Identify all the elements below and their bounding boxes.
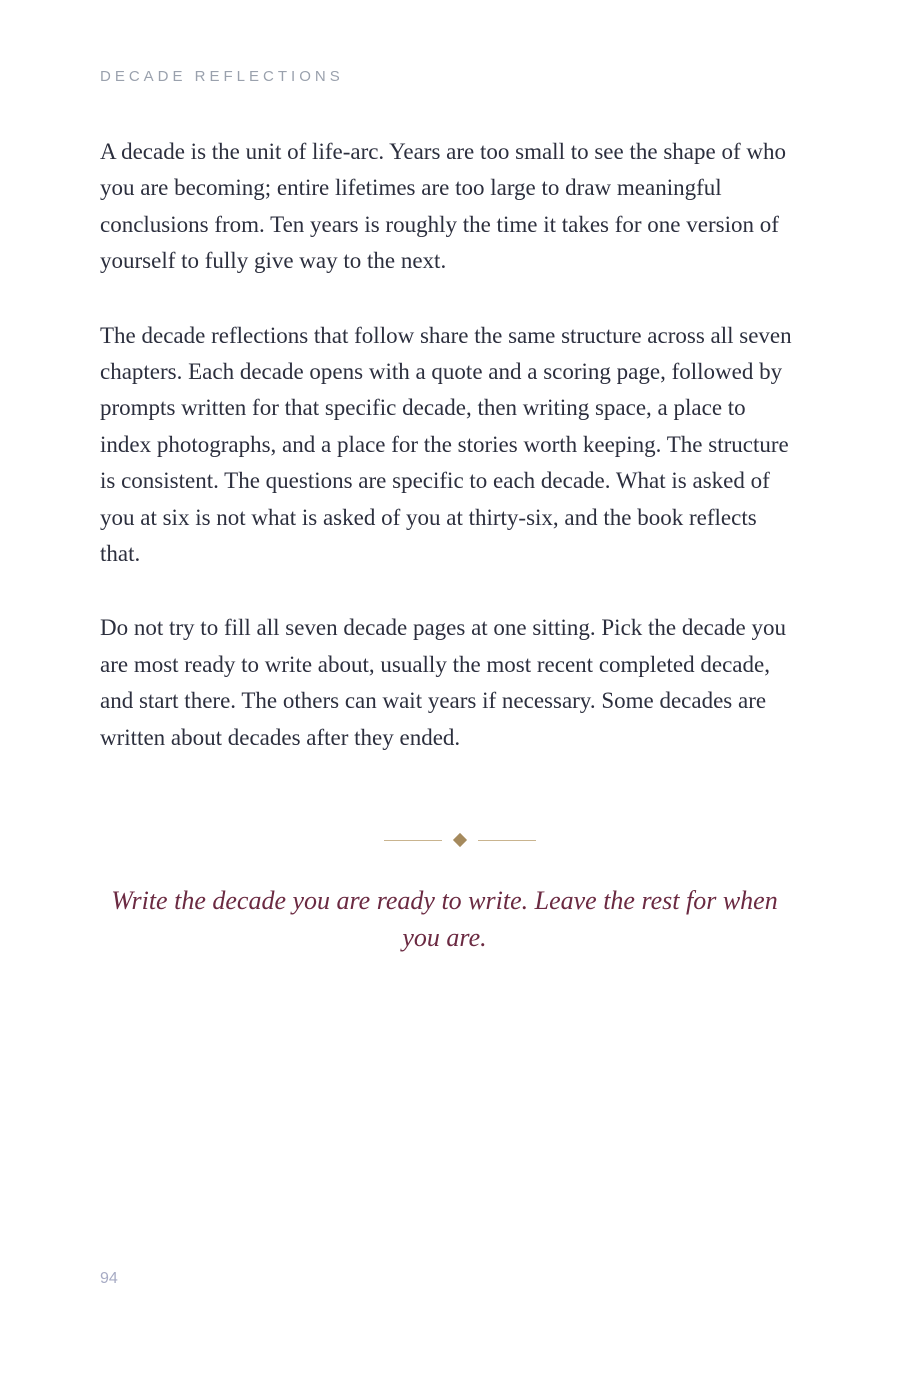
- paragraph-1: A decade is the unit of life-arc. Years are too small to see the shape of who you are becoming; entire lifetimes are too large to draw meaningful conclusions from. Ten years is roughly the time it takes for one version of yourself to fully give way to the next.: [100, 139, 786, 274]
- body-text: [100, 134, 800, 794]
- closing-quote: Write the decade you are ready to write. Leave the rest for when you are.: [111, 886, 778, 952]
- paragraph-2: The decade reflections that follow share the same structure across all seven chapters. Each decade opens with a quote and a scoring page, followed by prompts written for that specific decade, then writing space, a place to index photographs, and a place for the stories worth keeping. The structure is consistent. The questions are specific to each decade. What is asked of you at six is not what is asked of you at thirty-six, and the book reflects that.: [100, 322, 792, 567]
- paragraph-3: Do not try to fill all seven decade pages at one sitting. Pick the decade you are most ready to write about, usually the most recent completed decade, and start there. The others can wait years if necessary. Some decades are written about decades after they ended.: [100, 615, 786, 750]
- page-number: 94: [100, 1270, 118, 1287]
- diamond-divider-icon: [0, 830, 919, 850]
- divider-rule-left: [384, 840, 442, 841]
- diamond-icon: [452, 833, 466, 847]
- divider-rule-right: [478, 840, 536, 841]
- running-head: DECADE REFLECTIONS: [100, 68, 344, 85]
